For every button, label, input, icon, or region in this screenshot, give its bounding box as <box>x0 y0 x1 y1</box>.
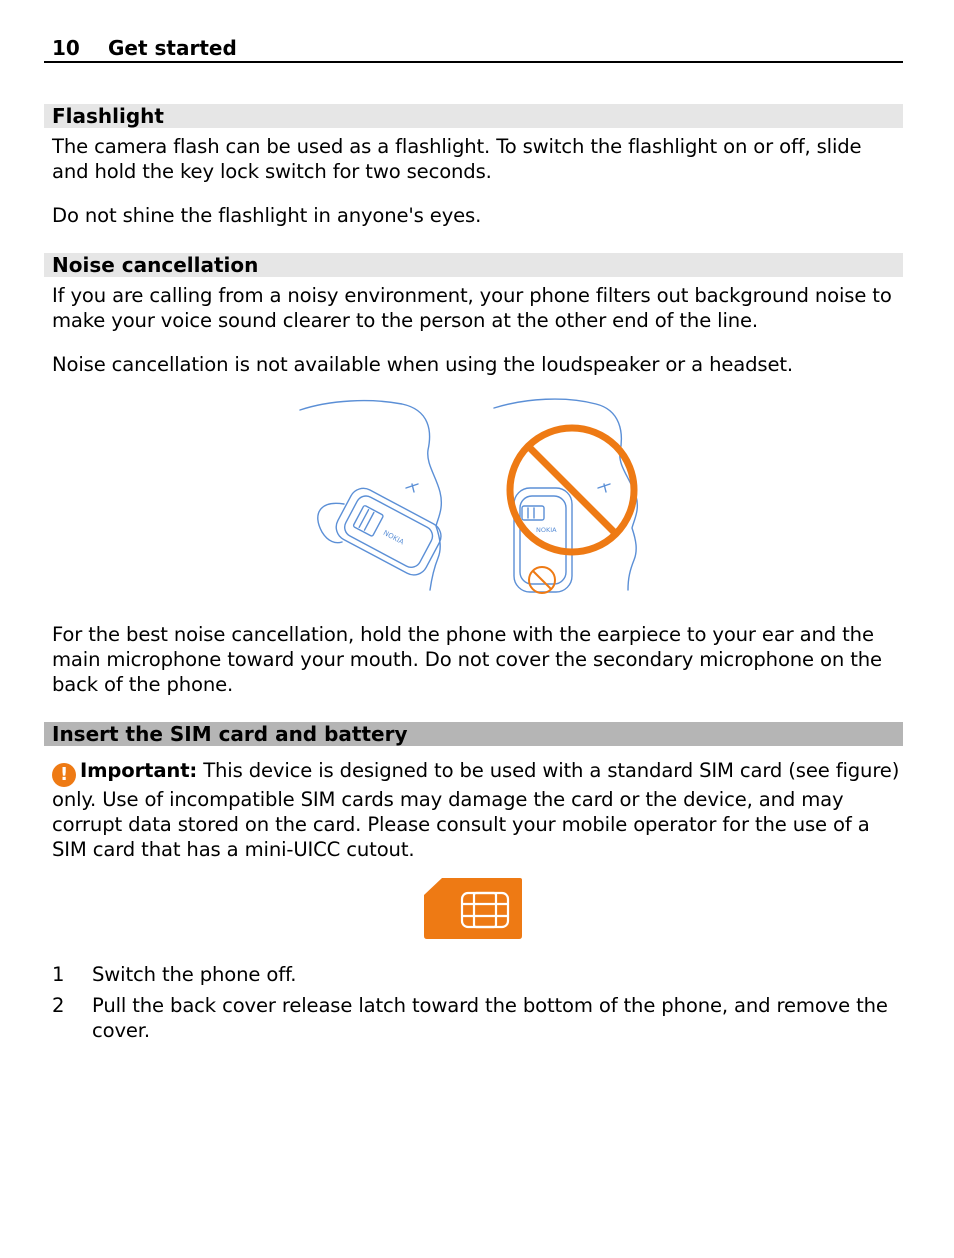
nokia-logo-right: NOKIA <box>536 526 557 534</box>
noise-paragraph-1: If you are calling from a noisy environment, your phone filters out background noise to make your voice sound clearer to the person at the other end of the line. <box>52 284 892 332</box>
section-title-noise-cancellation: Noise cancellation <box>44 253 903 277</box>
exclamation-icon: ! <box>52 763 76 787</box>
phone-left <box>331 483 446 579</box>
microphone-prohibition-icon <box>529 567 555 593</box>
flashlight-paragraph-2: Do not shine the flashlight in anyone's eyes. <box>52 204 482 227</box>
list-item: 2 Pull the back cover release latch toward the bottom of the phone, and remove the cover. <box>52 994 888 1042</box>
list-item: 1 Switch the phone off. <box>52 963 297 986</box>
noise-paragraph-2: Noise cancellation is not available when using the loudspeaker or a headset. <box>52 353 793 376</box>
nokia-logo-left: NOKIA <box>381 528 406 547</box>
noise-cancellation-illustration <box>290 392 660 604</box>
section-title-sim: Insert the SIM card and battery <box>44 722 903 746</box>
important-text: This device is designed to be used with a standard SIM card (see figure) only. Use of incompatible SIM cards may damage the card or the device, and may corrupt data stored on the card. Please consult your mobile operator for the use of a SIM card that has a mini-UICC cutout. <box>52 759 900 861</box>
important-label: Important: <box>80 759 198 782</box>
sim-card-icon <box>424 878 522 940</box>
flashlight-paragraph-1: The camera flash can be used as a flashlight. To switch the flashlight on or off, slide and hold the key lock switch for two seconds. <box>52 135 862 183</box>
steps-list <box>52 962 902 1049</box>
page-number: 10 <box>52 36 80 60</box>
page-header <box>44 36 903 63</box>
important-note <box>52 758 902 862</box>
noise-paragraph-3: For the best noise cancellation, hold the phone with the earpiece to your ear and the main microphone toward your mouth. Do not cover the secondary microphone on the back of the phone. <box>52 623 882 696</box>
chapter-title: Get started <box>108 36 237 60</box>
phone-right <box>514 488 572 592</box>
section-title-flashlight: Flashlight <box>44 104 903 128</box>
